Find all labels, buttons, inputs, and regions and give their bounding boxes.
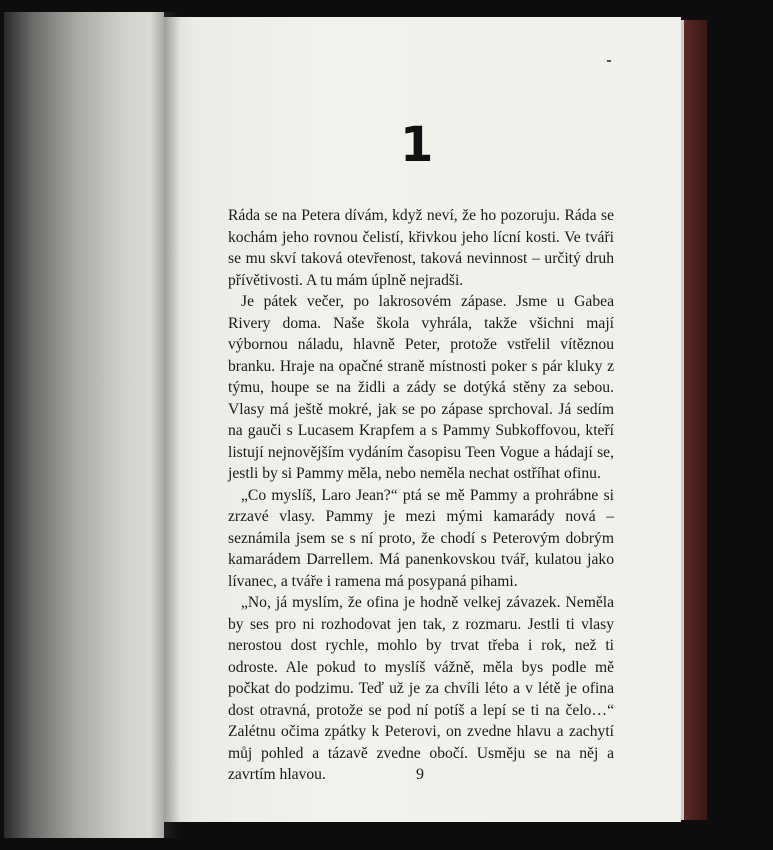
page-edge-highlight <box>681 20 684 820</box>
book-spine-shadow <box>150 12 180 838</box>
paragraph-1: Ráda se na Petera dívám, když neví, že ho pozoruju. Ráda se kochám jeho rovnou čelistí, křivkou jeho lícní kosti. Ve tváři se mu skví taková otevřenost, taková nevinnost – určitý druh přívětivosti. A tu mám úplně nejradši. <box>228 207 614 289</box>
chapter-number: 1 <box>400 117 434 173</box>
left-page <box>4 12 164 838</box>
body-text <box>228 205 614 786</box>
ink-speck <box>607 60 611 62</box>
paragraph-3: „Co myslíš, Laro Jean?“ ptá se mě Pammy a prohrábne si zrzavé vlasy. Pammy je mezi mými kamarády nová – seznámila jsem se s ní proto, že chodí s Peterovým dobrým kamarádem Darrellem. Má panenkovskou tvář, kulatou jako lívanec, a tváře i ramena má posypaná pihami. <box>228 486 614 590</box>
book-cover-edge <box>681 20 707 820</box>
paragraph-4: „No, já myslím, že ofina je hodně velkej závazek. Neměla by ses pro ni rozhodovat jen tak, z rozmaru. Jestli ti vlasy nerostou dost rychle, mohlo by trvat třeba i rok, než ti odroste. Ale pokud to myslíš vážně, měla bys podle mě počkat do podzimu. Teď už je za chvíli léto a v létě je ofina dost otravná, protože se pod ní potíš a lepí se ti na čelo…“ Zalétnu očima zpátky k Peterovi, on zvedne hlavu a zachytí můj pohled a tázavě zvedne obočí. Usměju se na něj a zavrtím hlavou. <box>228 594 614 783</box>
paragraph-2: Je pátek večer, po lakrosovém zápase. Jsme u Gabea Rivery doma. Naše škola vyhrála, takže všichni mají výbornou náladu, hlavně Peter, protože vstřelil vítěznou branku. Hraje na opačné straně místnosti poker s pár kluky z týmu, houpe se na židli a zády se dotýká stěny za sebou. Vlasy má ještě mokré, jak se po zápase sprchoval. Já sedím na gauči s Lucasem Krapfem a s Pammy Subkoffovou, kteří listují nejnovějším vydáním časopisu Teen Vogue a hádají se, jestli by si Pammy měla, nebo neměla nechat ostříhat ofinu. <box>228 293 614 482</box>
page-number: 9 <box>416 766 424 783</box>
